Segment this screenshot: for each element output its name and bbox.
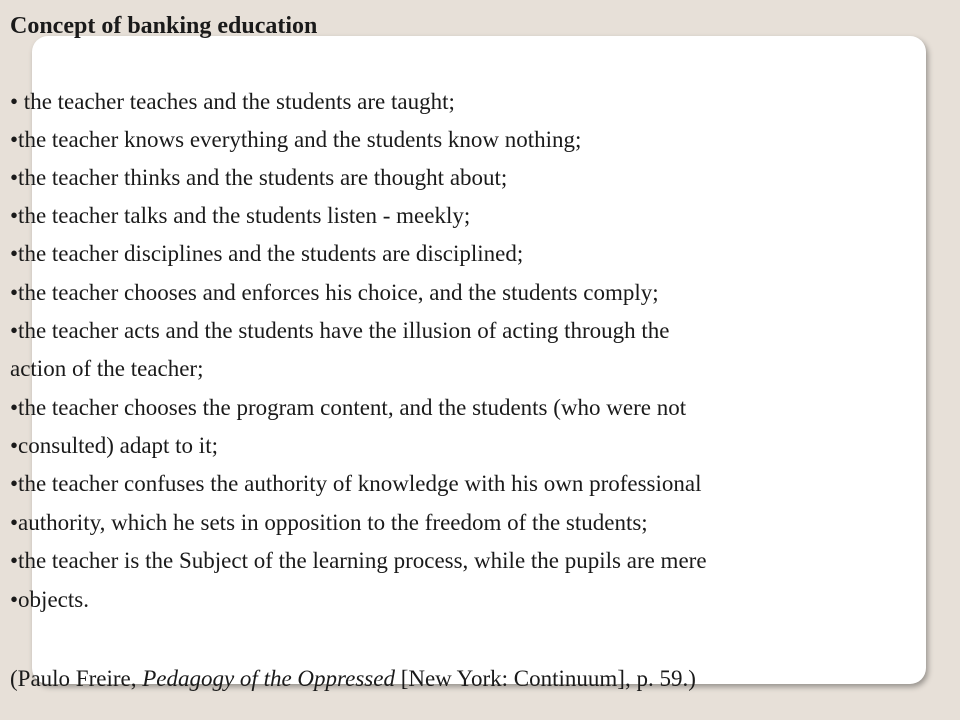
- citation-book-title: Pedagogy of the Oppressed: [142, 666, 395, 691]
- bullet-line: action of the teacher;: [10, 356, 204, 381]
- bullet-line: •the teacher knows everything and the students know nothing;: [10, 127, 582, 152]
- slide-title: Concept of banking education: [10, 13, 318, 39]
- bullet-line: •consulted) adapt to it;: [10, 433, 218, 458]
- bullet-line: •the teacher disciplines and the students are disciplined;: [10, 241, 524, 266]
- citation-prefix: (Paulo Freire,: [10, 666, 143, 691]
- bullet-line: •objects.: [10, 587, 89, 612]
- citation: [10, 663, 696, 695]
- bullet-line: •the teacher talks and the students listen - meekly;: [10, 203, 471, 228]
- bullet-line: •the teacher thinks and the students are thought about;: [10, 165, 508, 190]
- bullet-line: • the teacher teaches and the students are taught;: [10, 89, 455, 114]
- bullet-line: •the teacher is the Subject of the learning process, while the pupils are mere: [10, 548, 707, 573]
- citation-suffix: [New York: Continuum], p. 59.): [394, 666, 696, 691]
- bullet-line: •the teacher confuses the authority of knowledge with his own professional: [10, 471, 702, 496]
- bullet-line: •the teacher acts and the students have the illusion of acting through the: [10, 318, 670, 343]
- bullet-line: •authority, which he sets in opposition to the freedom of the students;: [10, 510, 648, 535]
- bullet-line: •the teacher chooses and enforces his choice, and the students comply;: [10, 280, 659, 305]
- bullet-line: •the teacher chooses the program content, and the students (who were not: [10, 395, 687, 420]
